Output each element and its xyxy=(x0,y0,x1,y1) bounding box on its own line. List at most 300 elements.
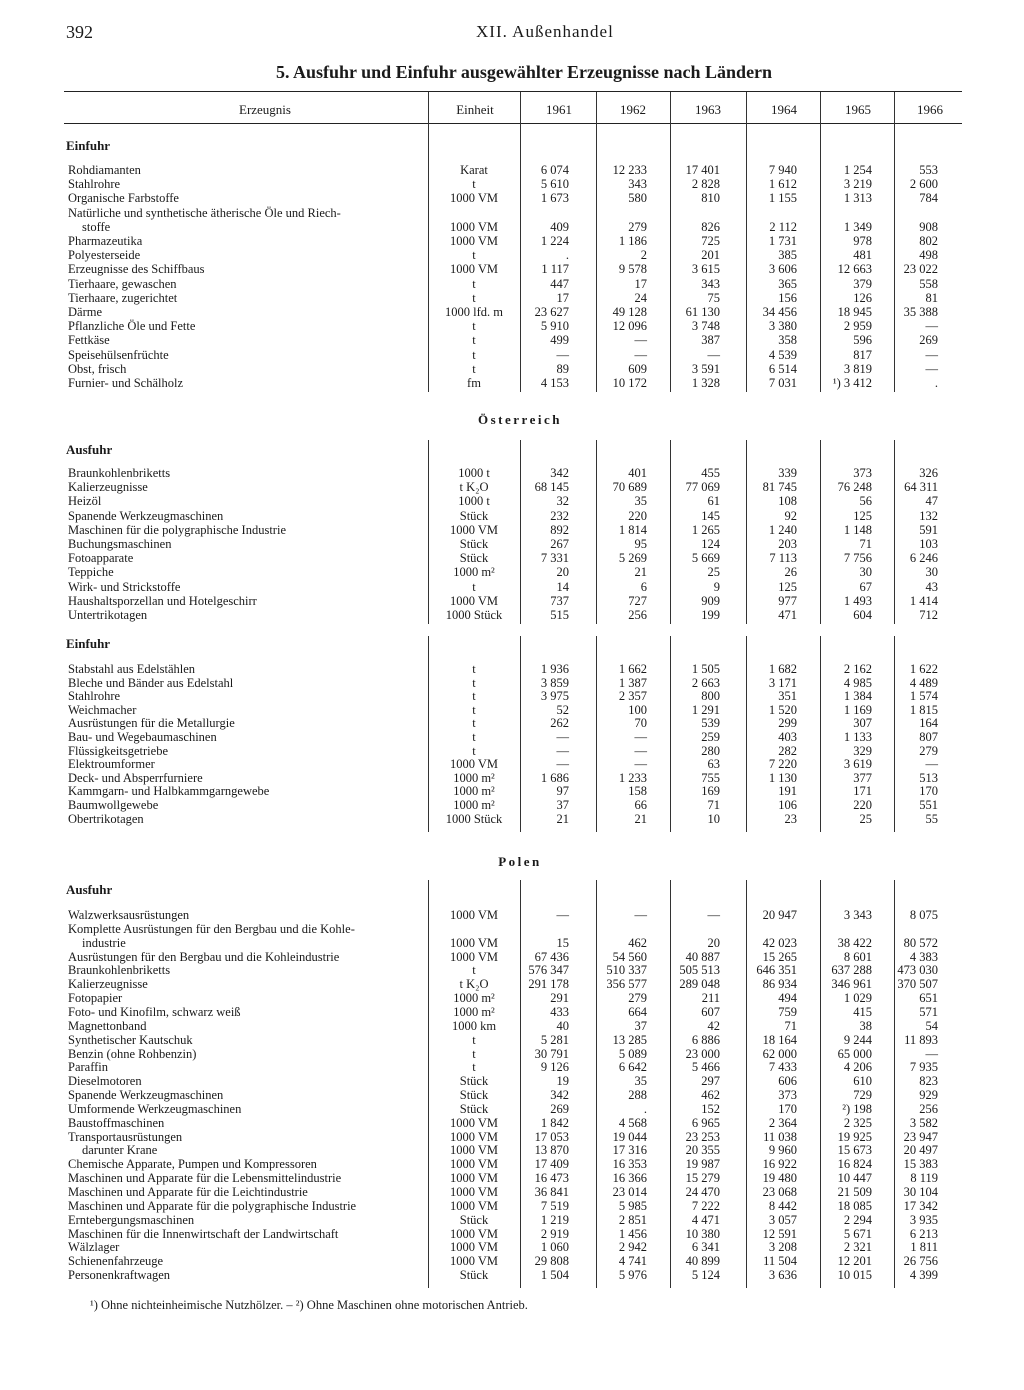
value-1966: 802 xyxy=(919,234,938,248)
header-rule-bottom xyxy=(64,123,962,124)
row-unit: t xyxy=(472,248,476,263)
value-1963: 1 328 xyxy=(691,376,720,390)
value-1966: 20 497 xyxy=(903,1143,938,1158)
value-1964: 108 xyxy=(778,494,797,509)
value-1966: 908 xyxy=(919,219,938,234)
value-1961: 17 409 xyxy=(534,1157,569,1172)
value-1966: 7 935 xyxy=(909,1060,938,1075)
value-1961: 515 xyxy=(550,608,569,622)
row-label: Transportausrüstungen xyxy=(68,1129,183,1144)
table-row xyxy=(0,262,1024,276)
value-1966: 64 311 xyxy=(904,480,938,495)
value-1965: 7 756 xyxy=(843,551,872,566)
value-1962: 356 577 xyxy=(606,977,647,992)
row-unit: t K₂O xyxy=(459,977,489,992)
row-unit: t xyxy=(472,702,476,717)
value-1966: 571 xyxy=(919,1004,938,1019)
row-label: Walzwerksausrüstungen xyxy=(68,908,190,922)
value-1965: 65 000 xyxy=(837,1046,872,1061)
value-1962: 2 942 xyxy=(618,1240,647,1255)
value-1966: 6 213 xyxy=(909,1226,938,1241)
value-1962: 5 976 xyxy=(618,1268,647,1283)
value-1966: 551 xyxy=(919,798,938,812)
value-1963: 10 xyxy=(707,811,720,826)
value-1964: 351 xyxy=(778,689,797,704)
table-row xyxy=(0,744,1024,758)
value-1962: 279 xyxy=(628,219,647,234)
value-1963: 63 xyxy=(707,757,720,772)
section-title: Einfuhr xyxy=(66,138,111,153)
value-1962: 12 233 xyxy=(612,163,647,177)
row-label: Stahlrohre xyxy=(68,689,121,704)
row-label: Paraffin xyxy=(68,1060,109,1075)
value-1966: 929 xyxy=(919,1088,938,1103)
value-1966: 170 xyxy=(919,784,938,799)
value-1965: 1 313 xyxy=(843,191,872,206)
value-1962: 1 456 xyxy=(618,1226,647,1241)
value-1965: 30 xyxy=(859,565,872,580)
value-1962: 54 560 xyxy=(612,949,647,964)
value-1965: 2 325 xyxy=(843,1115,872,1130)
value-1963: 15 279 xyxy=(685,1171,720,1186)
value-1964: 3 606 xyxy=(768,262,797,277)
value-1965: 3 819 xyxy=(843,361,872,376)
value-1966: — xyxy=(925,319,938,334)
row-label: Baumwollgewebe xyxy=(68,798,159,812)
table-row xyxy=(0,716,1024,730)
value-1964: 20 947 xyxy=(762,908,797,922)
value-1964: 403 xyxy=(778,730,797,744)
value-1963: 725 xyxy=(701,234,720,248)
value-1963: 1 505 xyxy=(691,662,720,676)
value-1966: 1 414 xyxy=(909,593,938,608)
value-1965: 729 xyxy=(853,1088,872,1103)
value-1965: 1 133 xyxy=(843,730,872,744)
row-label: Flüssigkeitsgetriebe xyxy=(68,743,168,758)
row-label: stoffe xyxy=(82,219,111,234)
value-1961: 342 xyxy=(550,1088,569,1103)
country-heading: Österreich xyxy=(478,412,562,427)
value-1965: 329 xyxy=(853,743,872,758)
value-1964: 62 000 xyxy=(762,1046,797,1061)
row-unit: 1000 VM xyxy=(449,908,499,922)
row-unit: t xyxy=(472,1032,476,1047)
column-rule xyxy=(428,92,429,392)
row-unit: t K₂O xyxy=(459,480,489,495)
value-1963: 19 987 xyxy=(685,1157,720,1172)
column-rule xyxy=(596,440,597,624)
value-1963: 23 000 xyxy=(685,1046,720,1061)
value-1962: 6 642 xyxy=(618,1060,647,1075)
value-1963: 455 xyxy=(701,466,720,480)
row-unit: 1000 VM xyxy=(449,949,499,964)
table-row xyxy=(0,523,1024,537)
row-unit: 1000 VM xyxy=(449,219,499,234)
row-label: Organische Farbstoffe xyxy=(68,191,179,206)
value-1966: 81 xyxy=(925,290,938,305)
table-row xyxy=(0,977,1024,991)
column-rule xyxy=(670,92,671,392)
value-1961: 52 xyxy=(556,702,569,717)
value-1964: 471 xyxy=(778,608,797,622)
row-unit: t xyxy=(472,319,476,334)
row-unit: 1000 VM xyxy=(449,234,499,248)
value-1963: 152 xyxy=(701,1101,720,1116)
value-1962: 5 089 xyxy=(618,1046,647,1061)
value-1964: 16 922 xyxy=(762,1157,797,1172)
row-label: Personenkraftwagen xyxy=(68,1268,171,1283)
value-1965: 12 201 xyxy=(837,1254,872,1269)
table-row xyxy=(0,333,1024,347)
row-label: Ausrüstungen für die Metallurgie xyxy=(68,716,235,731)
row-unit: t xyxy=(472,276,476,291)
value-1962: 401 xyxy=(628,466,647,480)
value-1965: 379 xyxy=(853,276,872,291)
row-unit: Stück xyxy=(459,551,489,566)
value-1965: 67 xyxy=(859,579,872,594)
table-row xyxy=(0,936,1024,950)
value-1963: 6 886 xyxy=(691,1032,720,1047)
value-1962: — xyxy=(634,333,647,348)
table-row xyxy=(0,494,1024,508)
value-1965: 1 254 xyxy=(843,163,872,177)
value-1963: 2 828 xyxy=(691,177,720,192)
value-1966: 26 756 xyxy=(903,1254,938,1269)
row-label: Buchungsmaschinen xyxy=(68,537,172,551)
value-1965: 3 219 xyxy=(843,177,872,192)
table-row xyxy=(0,1130,1024,1144)
value-1963: 800 xyxy=(701,689,720,704)
row-label: Wälzlager xyxy=(68,1240,120,1255)
value-1962: 2 357 xyxy=(618,689,647,704)
value-1962: 5 269 xyxy=(618,551,647,566)
value-1962: 4 741 xyxy=(618,1254,647,1269)
row-label: Weichmacher xyxy=(68,702,137,717)
value-1961: 291 xyxy=(550,991,569,1006)
value-1962: 19 044 xyxy=(612,1129,647,1144)
row-label: Braunkohlenbriketts xyxy=(68,466,171,480)
value-1966: 15 383 xyxy=(903,1157,938,1172)
column-rule xyxy=(520,636,521,832)
value-1962: 343 xyxy=(628,177,647,192)
row-unit: Stück xyxy=(459,537,489,551)
value-1962: 1 662 xyxy=(618,662,647,676)
value-1961: — xyxy=(556,908,569,922)
value-1961: — xyxy=(556,730,569,744)
value-1966: 279 xyxy=(919,743,938,758)
row-label: darunter Krane xyxy=(82,1143,158,1158)
column-rule xyxy=(520,92,521,392)
column-rule xyxy=(894,880,895,1288)
value-1966: 498 xyxy=(919,248,938,263)
value-1963: 199 xyxy=(701,608,720,622)
row-label: Kammgarn- und Halbkammgarngewebe xyxy=(68,784,270,799)
value-1966: 30 xyxy=(925,565,938,580)
value-1961: — xyxy=(556,757,569,772)
value-1965: 1 493 xyxy=(843,593,872,608)
value-1966: 823 xyxy=(919,1074,938,1089)
value-1966: 1 815 xyxy=(909,702,938,717)
row-label: Polyesterseide xyxy=(68,248,141,263)
row-unit: 1000 m² xyxy=(453,1004,495,1019)
value-1965: 71 xyxy=(859,537,872,551)
value-1965: ¹) 3 412 xyxy=(832,376,872,390)
table-row xyxy=(0,1116,1024,1130)
value-1963: 40 899 xyxy=(685,1254,720,1269)
value-1965: 5 671 xyxy=(843,1226,872,1241)
value-1961: 1 842 xyxy=(540,1115,569,1130)
row-unit: 1000 km xyxy=(451,1018,497,1033)
row-unit: t xyxy=(472,689,476,704)
value-1961: 23 627 xyxy=(534,305,569,319)
value-1962: — xyxy=(634,347,647,362)
value-1964: 1 612 xyxy=(768,177,797,192)
value-1966: 4 383 xyxy=(909,949,938,964)
row-unit: Stück xyxy=(459,1268,489,1283)
value-1961: . xyxy=(565,248,569,263)
value-1966: — xyxy=(925,361,938,376)
value-1964: 7 113 xyxy=(769,551,797,566)
value-1961: 5 281 xyxy=(540,1032,569,1047)
value-1962: 17 316 xyxy=(612,1143,647,1158)
value-1961: 5 910 xyxy=(540,319,569,334)
table-row xyxy=(0,319,1024,333)
row-label: Fotoapparate xyxy=(68,551,134,566)
table-row xyxy=(0,1074,1024,1088)
table-row xyxy=(0,191,1024,205)
table-row xyxy=(0,1019,1024,1033)
value-1965: 346 961 xyxy=(831,977,872,992)
row-unit: 1000 VM xyxy=(449,935,499,950)
value-1964: 3 208 xyxy=(768,1240,797,1255)
row-label: Maschinen und Apparate für die polygraphische Industrie xyxy=(68,1198,357,1213)
row-label: Wirk- und Strickstoffe xyxy=(68,579,181,594)
value-1962: 2 xyxy=(640,248,647,263)
value-1964: 34 456 xyxy=(762,305,797,319)
value-1963: 20 xyxy=(707,935,720,950)
table-row xyxy=(0,963,1024,977)
table-row xyxy=(0,248,1024,262)
row-label: Heizöl xyxy=(68,494,102,509)
value-1964: 8 442 xyxy=(768,1198,797,1213)
table-row xyxy=(0,466,1024,480)
row-unit: Karat xyxy=(460,163,488,177)
value-1964: 358 xyxy=(778,333,797,348)
value-1961: 19 xyxy=(556,1074,569,1089)
value-1963: 505 513 xyxy=(679,963,720,978)
value-1961: 17 053 xyxy=(534,1129,569,1144)
table-row xyxy=(0,537,1024,551)
value-1963: 61 130 xyxy=(685,305,720,319)
table-row xyxy=(0,594,1024,608)
value-1966: 80 572 xyxy=(903,935,938,950)
value-1961: 14 xyxy=(556,579,569,594)
value-1962: 12 096 xyxy=(612,319,647,334)
value-1963: 5 124 xyxy=(691,1268,720,1283)
value-1961: 3 859 xyxy=(540,675,569,690)
column-rule xyxy=(820,636,821,832)
value-1965: 1 029 xyxy=(843,991,872,1006)
value-1964: 191 xyxy=(778,784,797,799)
value-1965: 4 985 xyxy=(843,675,872,690)
row-unit: 1000 VM xyxy=(449,1157,499,1172)
value-1962: 24 xyxy=(634,290,647,305)
value-1963: 20 355 xyxy=(685,1143,720,1158)
value-1961: 15 xyxy=(556,935,569,950)
column-rule xyxy=(746,636,747,832)
row-label: Bau- und Wegebaumaschinen xyxy=(68,730,217,744)
value-1961: 13 870 xyxy=(534,1143,569,1158)
value-1966: 30 104 xyxy=(903,1185,938,1199)
row-label: Umformende Werkzeugmaschinen xyxy=(68,1101,242,1116)
value-1963: 343 xyxy=(701,276,720,291)
value-1963: 5 466 xyxy=(691,1060,720,1075)
value-1965: ²) 198 xyxy=(842,1101,872,1116)
value-1966: 4 399 xyxy=(909,1268,938,1283)
value-1963: 909 xyxy=(701,593,720,608)
row-unit: t xyxy=(472,177,476,192)
row-label: Stahlrohre xyxy=(68,177,121,192)
value-1961: 1 117 xyxy=(541,262,569,277)
row-label: Fotopapier xyxy=(68,991,123,1006)
row-unit: 1000 VM xyxy=(449,1240,499,1255)
value-1966: 4 489 xyxy=(909,675,938,690)
row-label: Maschinen für die polygraphische Industrie xyxy=(68,522,286,537)
value-1965: 19 925 xyxy=(837,1129,872,1144)
value-1965: 126 xyxy=(853,290,872,305)
value-1964: 26 xyxy=(784,565,797,580)
value-1965: 38 xyxy=(859,1018,872,1033)
value-1964: 125 xyxy=(778,579,797,594)
table-row xyxy=(0,1157,1024,1171)
value-1964: 3 057 xyxy=(768,1212,797,1227)
value-1964: 42 023 xyxy=(762,935,797,950)
value-1963: 7 222 xyxy=(691,1198,720,1213)
value-1966: 473 030 xyxy=(897,963,938,978)
row-unit: t xyxy=(472,361,476,376)
value-1961: 1 936 xyxy=(540,662,569,676)
value-1961: 89 xyxy=(556,361,569,376)
value-1962: . xyxy=(643,1101,647,1116)
value-1963: — xyxy=(707,908,720,922)
value-1965: 1 384 xyxy=(843,689,872,704)
header-rule-top xyxy=(64,91,962,92)
table-row xyxy=(0,689,1024,703)
value-1966: — xyxy=(925,1046,938,1061)
country-heading: Polen xyxy=(498,854,542,869)
column-rule xyxy=(428,440,429,624)
table-row xyxy=(0,608,1024,622)
row-label: Spanende Werkzeugmaschinen xyxy=(68,508,224,523)
value-1965: 38 422 xyxy=(837,935,872,950)
value-1964: 646 351 xyxy=(756,963,797,978)
row-label: Foto- und Kinofilm, schwarz weiß xyxy=(68,1004,241,1019)
value-1964: 365 xyxy=(778,276,797,291)
row-unit: 1000 VM xyxy=(449,593,499,608)
value-1961: 30 791 xyxy=(534,1046,569,1061)
value-1962: 1 814 xyxy=(618,522,647,537)
value-1961: 6 074 xyxy=(540,163,569,177)
value-1964: 92 xyxy=(784,508,797,523)
value-1964: 9 960 xyxy=(768,1143,797,1158)
value-1964: 86 934 xyxy=(762,977,797,992)
value-1962: — xyxy=(634,757,647,772)
row-unit: 1000 t xyxy=(458,466,490,480)
value-1965: 12 663 xyxy=(837,262,872,277)
section-title: Ausfuhr xyxy=(66,882,113,897)
value-1966: — xyxy=(925,347,938,362)
value-1962: 49 128 xyxy=(612,305,647,319)
value-1962: 35 xyxy=(634,1074,647,1089)
row-unit: 1000 VM xyxy=(449,1129,499,1144)
header-year-1963: 1963 xyxy=(695,102,721,117)
row-unit: t xyxy=(472,1046,476,1061)
table-row xyxy=(0,1227,1024,1241)
value-1962: 279 xyxy=(628,991,647,1006)
row-label: Tierhaare, zugerichtet xyxy=(68,290,178,305)
value-1962: 510 337 xyxy=(606,963,647,978)
row-unit: 1000 VM xyxy=(449,1171,499,1186)
value-1963: 387 xyxy=(701,333,720,348)
row-unit: 1000 VM xyxy=(449,1198,499,1213)
table-row xyxy=(0,362,1024,376)
row-label: Teppiche xyxy=(68,565,114,580)
value-1963: 77 069 xyxy=(685,480,720,495)
row-unit: 1000 VM xyxy=(449,191,499,206)
value-1963: 10 380 xyxy=(685,1226,720,1241)
value-1965: 171 xyxy=(853,784,872,799)
chapter-title: XII. Außenhandel xyxy=(476,22,614,41)
value-1963: 3 591 xyxy=(691,361,720,376)
value-1961: 342 xyxy=(550,466,569,480)
value-1961: 447 xyxy=(550,276,569,291)
value-1962: 2 851 xyxy=(618,1212,647,1227)
value-1965: 817 xyxy=(853,347,872,362)
value-1962: 580 xyxy=(628,191,647,206)
table-row xyxy=(0,220,1024,234)
value-1964: 1 130 xyxy=(768,770,797,785)
value-1966: 164 xyxy=(919,716,938,731)
table-row xyxy=(0,908,1024,922)
value-1964: 7 031 xyxy=(768,376,797,390)
value-1965: 1 349 xyxy=(843,219,872,234)
row-label: Natürliche und synthetische ätherische Öle und Riech- xyxy=(68,205,341,220)
value-1964: 1 155 xyxy=(768,191,797,206)
column-rule xyxy=(894,440,895,624)
row-unit: Stück xyxy=(459,1088,489,1103)
row-unit: fm xyxy=(467,376,481,390)
value-1964: 23 068 xyxy=(762,1185,797,1199)
value-1966: 3 935 xyxy=(909,1212,938,1227)
row-label: Rohdiamanten xyxy=(68,163,141,177)
table-row xyxy=(0,177,1024,191)
header-year-1962: 1962 xyxy=(620,102,646,117)
table-row xyxy=(0,234,1024,248)
table-row xyxy=(0,580,1024,594)
value-1966: 591 xyxy=(919,522,938,537)
table-row xyxy=(0,1240,1024,1254)
table-row xyxy=(0,1047,1024,1061)
value-1963: 169 xyxy=(701,784,720,799)
column-rule xyxy=(670,440,671,624)
value-1961: 1 504 xyxy=(540,1268,569,1283)
value-1961: 433 xyxy=(550,1004,569,1019)
row-label: Baustoffmaschinen xyxy=(68,1115,165,1130)
value-1965: 978 xyxy=(853,234,872,248)
section-title: Ausfuhr xyxy=(66,442,113,457)
value-1962: 6 xyxy=(640,579,647,594)
value-1963: 6 965 xyxy=(691,1115,720,1130)
